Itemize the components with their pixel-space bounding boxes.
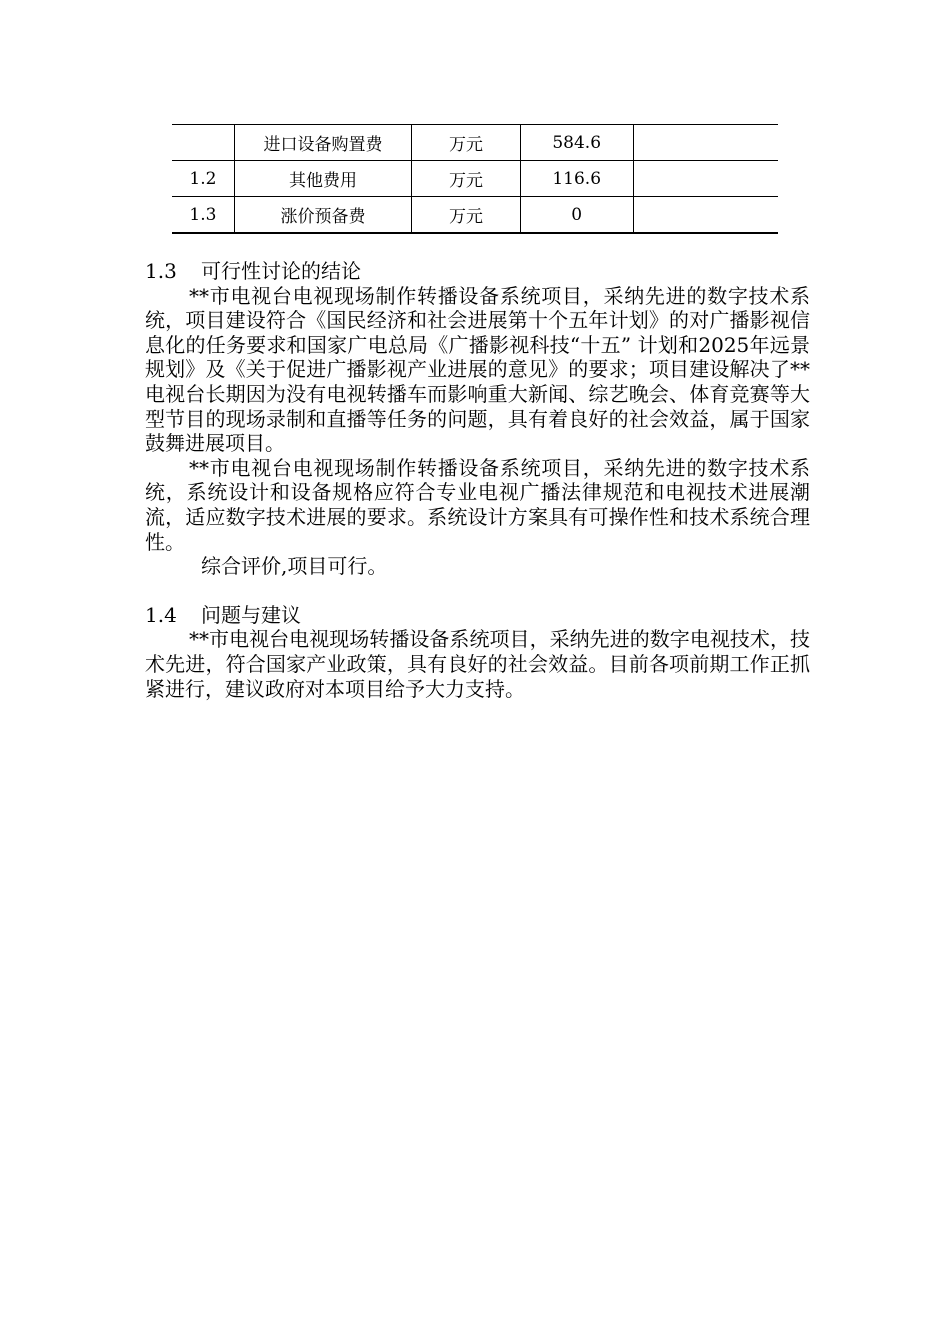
- issues-paragraph: **市电视台电视现场转播设备系统项目，采纳先进的数字电视技术，技术先进，符合国家产业政策，具有良好的社会效益。目前各项前期工作正抓紧进行，建议政府对本项目给予大力支持。: [145, 627, 810, 701]
- row-number-cell: 1.3: [172, 197, 234, 234]
- table-row: [172, 161, 778, 197]
- table-row: [172, 197, 778, 234]
- unit-cell: 万元: [412, 161, 521, 197]
- item-name-cell: 涨价预备费: [234, 197, 411, 234]
- unit-cell: 万元: [412, 197, 521, 234]
- item-name-cell: 进口设备购置费: [234, 125, 411, 161]
- conclusion-summary: 综合评价,项目可行。: [201, 554, 388, 579]
- conclusion-paragraph: **市电视台电视现场制作转播设备系统项目，采纳先进的数字技术系统，项目建设符合《国民经济和社会进展第十个五年计划》的对广播影视信息化的任务要求和国家广电总局《广播影视科技“十五” 计划和2025年远景规划》及《关于促进广播影视产业进展的意见》的要求；项目建设解决了**电视台长期因为没有电视转播车而影响重大新闻、综艺晚会、体育竞赛等大型节目的现场录制和直播等任务的问题，具有着良好的社会效益，属于国家鼓舞进展项目。: [145, 283, 810, 456]
- document-body: [145, 259, 810, 701]
- conclusion-paragraph: **市电视台电视现场制作转播设备系统项目，采纳先进的数字技术系统，系统设计和设备规格应符合专业电视广播法律规范和电视技术进展潮流，适应数字技术进展的要求。系统设计方案具有可操作性和技术系统合理性。: [145, 455, 810, 554]
- amount-cell: 0: [520, 197, 633, 234]
- investment-cost-table: [172, 124, 778, 234]
- row-number-cell: 1.2: [172, 161, 234, 197]
- section-number: 1.4: [145, 602, 177, 627]
- section-heading-issues: [145, 603, 810, 628]
- amount-cell: 116.6: [520, 161, 633, 197]
- note-cell: [633, 161, 778, 197]
- table-row: [172, 125, 778, 161]
- section-heading-conclusion: [145, 259, 810, 284]
- note-cell: [633, 125, 778, 161]
- unit-cell: 万元: [412, 125, 521, 161]
- section-spacer: [145, 579, 810, 603]
- section-title: 问题与建议: [201, 602, 301, 627]
- amount-cell: 584.6: [520, 125, 633, 161]
- row-number-cell: [172, 125, 234, 161]
- section-number: 1.3: [145, 259, 177, 283]
- section-title: 可行性讨论的结论: [201, 259, 361, 283]
- item-name-cell: 其他费用: [234, 161, 411, 197]
- note-cell: [633, 197, 778, 234]
